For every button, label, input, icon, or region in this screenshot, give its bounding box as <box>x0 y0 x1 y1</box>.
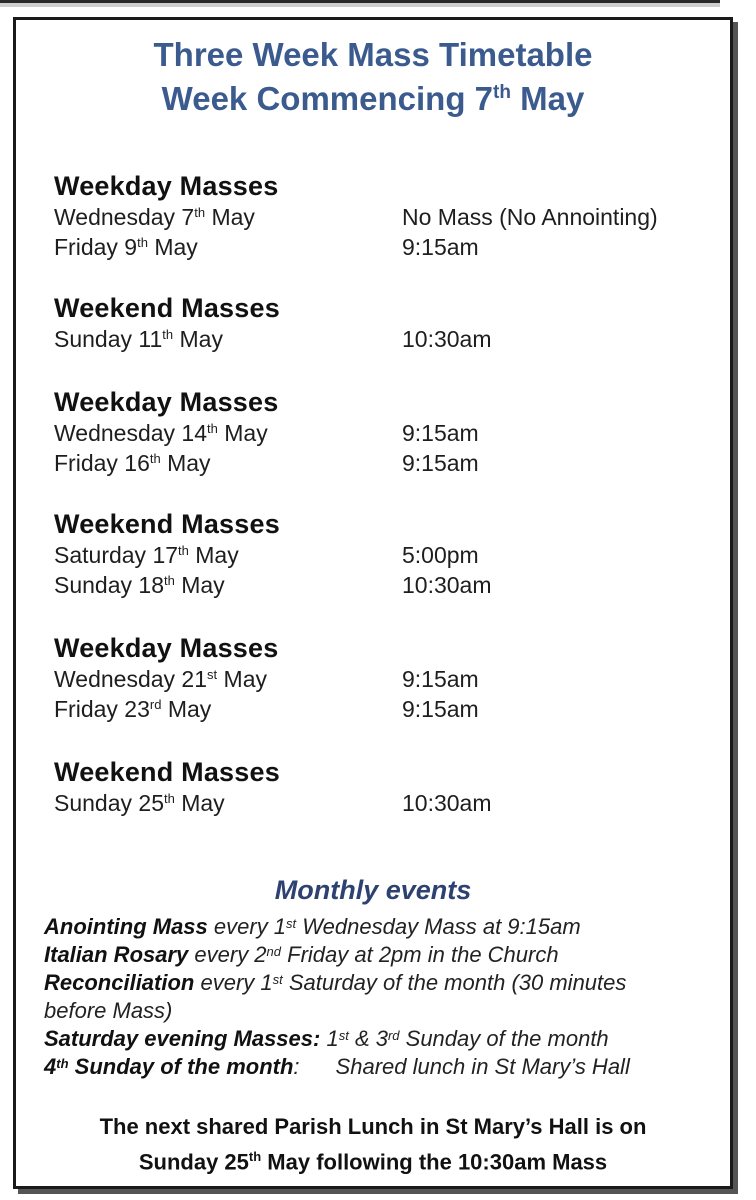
mass-row <box>54 324 714 354</box>
event-reconciliation <box>44 969 724 997</box>
event-text: every 2 <box>188 942 267 967</box>
day-text: Wednesday 21 <box>54 666 208 692</box>
mass-row <box>54 418 714 448</box>
event-colon: : <box>293 1054 300 1079</box>
section-weekend-2 <box>54 508 714 600</box>
event-text: every 1 <box>207 914 287 939</box>
section-heading: Weekday Masses <box>54 387 279 417</box>
mass-day <box>54 232 198 262</box>
event-text: Shared lunch in St Mary’s Hall <box>335 1054 630 1079</box>
day-month: May <box>174 790 225 816</box>
event-text: Saturday of the month (30 minutes <box>282 970 627 995</box>
event-ordinal: st <box>272 972 283 987</box>
top-rule-shadow <box>0 3 720 7</box>
day-month: May <box>174 572 225 598</box>
mass-row <box>54 202 714 232</box>
day-ordinal: th <box>163 791 175 806</box>
event-ordinal: st <box>286 916 297 931</box>
footer-text: Sunday 25 <box>138 1149 249 1175</box>
footer-line-2 <box>16 1142 730 1177</box>
event-text: Friday at 2pm in the Church <box>281 942 559 967</box>
title-line-2 <box>16 80 730 118</box>
mass-day <box>54 202 255 232</box>
mass-day <box>54 324 223 354</box>
mass-row <box>54 232 714 262</box>
title-month: May <box>510 80 585 117</box>
monthly-events-list <box>44 913 724 1081</box>
section-weekend-3 <box>54 756 714 818</box>
section-weekday-1 <box>54 170 714 262</box>
day-month: May <box>188 542 239 568</box>
section-heading: Weekday Masses <box>54 633 279 663</box>
event-anointing <box>44 913 724 941</box>
day-text: Wednesday 7 <box>54 204 195 230</box>
section-heading: Weekend Masses <box>54 293 280 323</box>
event-ordinal: rd <box>387 1028 400 1043</box>
day-text: Sunday 25 <box>54 790 164 816</box>
title-week-text: Week Commencing 7 <box>161 80 493 117</box>
mass-row <box>54 664 714 694</box>
event-name: Saturday evening Masses: <box>44 1026 321 1051</box>
mass-time: 10:30am <box>402 326 492 352</box>
event-rosary <box>44 941 724 969</box>
event-fourth-sunday <box>44 1053 724 1081</box>
event-reconciliation-cont: before Mass) <box>44 998 173 1023</box>
mass-day <box>54 540 239 570</box>
day-ordinal: th <box>163 573 175 588</box>
mass-row <box>54 694 714 724</box>
mass-time: 9:15am <box>402 234 479 260</box>
event-name-number: 4 <box>44 1054 57 1079</box>
timetable-panel <box>13 17 733 1189</box>
section-weekday-3 <box>54 632 714 724</box>
title-ordinal: th <box>493 82 511 103</box>
mass-day <box>54 570 225 600</box>
event-text: every 1 <box>194 970 273 995</box>
day-ordinal: th <box>207 421 218 436</box>
day-month: May <box>217 666 267 692</box>
event-name: Reconciliation <box>44 970 195 995</box>
section-weekend-1 <box>54 292 714 354</box>
day-ordinal: th <box>178 543 189 558</box>
monthly-events-heading: Monthly events <box>274 875 472 905</box>
day-text: Friday 9 <box>54 234 138 260</box>
title-line-1 <box>16 36 730 74</box>
day-ordinal: st <box>207 667 218 682</box>
day-ordinal: th <box>137 235 148 250</box>
day-ordinal: rd <box>149 697 162 712</box>
mass-day <box>54 694 211 724</box>
day-month: May <box>160 450 211 476</box>
event-name-text: Sunday of the month <box>68 1054 294 1079</box>
event-ordinal: th <box>56 1056 69 1071</box>
day-ordinal: th <box>194 205 206 220</box>
event-name <box>44 1054 293 1079</box>
day-text: Wednesday 14 <box>54 420 208 446</box>
day-ordinal: th <box>149 451 161 466</box>
event-ordinal: st <box>338 1028 349 1043</box>
mass-day <box>54 418 268 448</box>
section-heading: Weekend Masses <box>54 757 280 787</box>
title-text: Three Week Mass Timetable <box>153 36 593 73</box>
mass-time: 5:00pm <box>402 542 479 568</box>
mass-row <box>54 540 714 570</box>
mass-time: 10:30am <box>402 572 492 598</box>
mass-day <box>54 448 211 478</box>
day-text: Friday 23 <box>54 696 150 722</box>
day-month: May <box>205 204 255 230</box>
event-ordinal: nd <box>266 944 282 959</box>
event-text: Sunday of the month <box>399 1026 609 1051</box>
mass-row <box>54 788 714 818</box>
mass-time: 9:15am <box>402 696 479 722</box>
day-month: May <box>217 420 268 446</box>
footer-text: May following the 10:30am Mass <box>261 1149 608 1175</box>
event-name: Anointing Mass <box>44 914 208 939</box>
day-month: May <box>147 234 198 260</box>
day-month: May <box>173 326 223 352</box>
mass-time: 9:15am <box>402 450 479 476</box>
mass-day <box>54 664 267 694</box>
mass-time: 9:15am <box>402 420 479 446</box>
mass-row <box>54 448 714 478</box>
section-heading: Weekday Masses <box>54 171 279 201</box>
day-text: Saturday 17 <box>54 542 179 568</box>
section-weekday-2 <box>54 386 714 478</box>
footer-ordinal: th <box>248 1149 262 1164</box>
event-text: Wednesday Mass at 9:15am <box>296 914 581 939</box>
mass-time: No Mass (No Annointing) <box>402 204 658 230</box>
mass-time: 9:15am <box>402 666 479 692</box>
footer-line-1: The next shared Parish Lunch in St Mary’s Hall is on <box>99 1114 647 1139</box>
event-name: Italian Rosary <box>44 942 189 967</box>
day-text: Sunday 11 <box>54 326 163 352</box>
footer-notice <box>16 1112 730 1177</box>
section-heading: Weekend Masses <box>54 509 280 539</box>
day-ordinal: th <box>162 327 174 342</box>
day-text: Sunday 18 <box>54 572 164 598</box>
event-saturday-evening <box>44 1025 724 1053</box>
event-text: 1 <box>320 1026 339 1051</box>
event-text: & 3 <box>348 1026 388 1051</box>
day-month: May <box>161 696 212 722</box>
mass-day <box>54 788 225 818</box>
mass-time: 10:30am <box>402 790 492 816</box>
mass-row <box>54 570 714 600</box>
day-text: Friday 16 <box>54 450 150 476</box>
